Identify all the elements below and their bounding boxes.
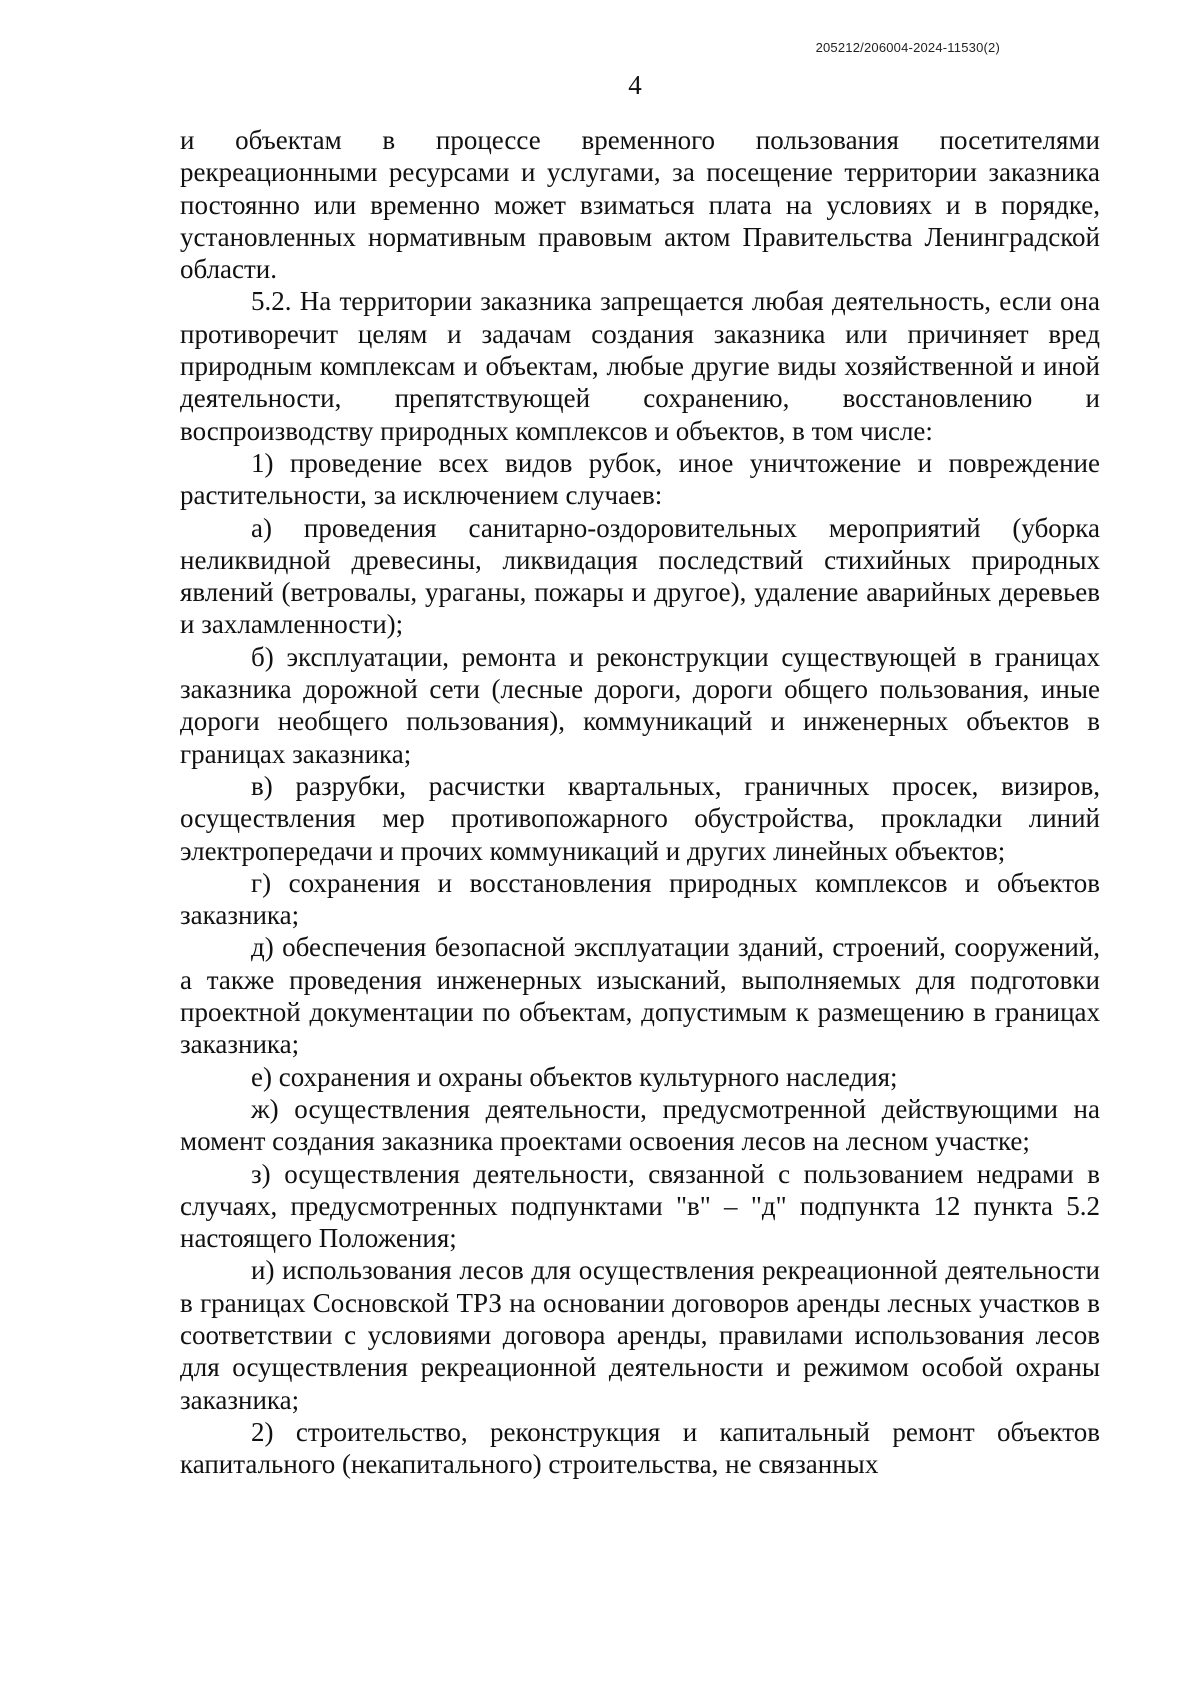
- paragraph: д) обеспечения безопасной эксплуатации зданий, строений, сооружений, а также проведения инженерных изысканий, выполняемых для подготовки проектной документации по объектам, допустимым к размещению в границах заказника;: [180, 932, 1100, 1060]
- paragraph: ж) осуществления деятельности, предусмотренной действующими на момент создания заказника проектами освоения лесов на лесном участке;: [180, 1093, 1100, 1157]
- paragraph: г) сохранения и восстановления природных комплексов и объектов заказника;: [180, 867, 1100, 931]
- paragraph: 1) проведение всех видов рубок, иное уничтожение и повреждение растительности, за исключением случаев:: [180, 447, 1100, 511]
- paragraph: б) эксплуатации, ремонта и реконструкции существующей в границах заказника дорожной сети (лесные дороги, дороги общего пользования, иные дороги необщего пользования), коммуникаций и инженерных объектов в границах заказника;: [180, 641, 1100, 769]
- paragraph: 2) строительство, реконструкция и капитальный ремонт объектов капитального (некапитального) строительства, не связанных: [180, 1416, 1100, 1480]
- paragraph: а) проведения санитарно-оздоровительных мероприятий (уборка неликвидной древесины, ликвидация последствий стихийных природных явлений (ветровалы, ураганы, пожары и другое), удаление аварийных деревьев и захламленности);: [180, 512, 1100, 640]
- paragraph: в) разрубки, расчистки квартальных, граничных просек, визиров, осуществления мер противопожарного обустройства, прокладки линий электропередачи и прочих коммуникаций и других линейных объектов;: [180, 770, 1100, 866]
- document-id: 205212/206004-2024-11530(2): [815, 40, 1000, 55]
- paragraph: и) использования лесов для осуществления рекреационной деятельности в границах Сосновской ТРЗ на основании договоров аренды лесных участков в соответствии с условиями договора аренды, правилами использования лесов для осуществления рекреационной деятельности и режимом особой охраны заказника;: [180, 1255, 1100, 1415]
- paragraph: и объектам в процессе временного пользования посетителями рекреационными ресурсами и услугами, за посещение территории заказника постоянно или временно может взиматься плата на условиях и в порядке, установленных нормативным правовым актом Правительства Ленинградской области.: [180, 125, 1100, 285]
- paragraph: з) осуществления деятельности, связанной с пользованием недрами в случаях, предусмотренных подпунктами "в" – "д" подпункта 12 пункта 5.2 настоящего Положения;: [180, 1158, 1100, 1254]
- document-body: [180, 124, 1100, 1480]
- paragraph: 5.2. На территории заказника запрещается любая деятельность, если она противоречит целям и задачам создания заказника или причиняет вред природным комплексам и объектам, любые другие виды хозяйственной и иной деятельности, препятствующей сохранению, восстановлению и воспроизводству природных комплексов и объектов, в том числе:: [180, 286, 1100, 446]
- paragraph: е) сохранения и охраны объектов культурного наследия;: [251, 1061, 898, 1092]
- page-number: 4: [628, 70, 642, 100]
